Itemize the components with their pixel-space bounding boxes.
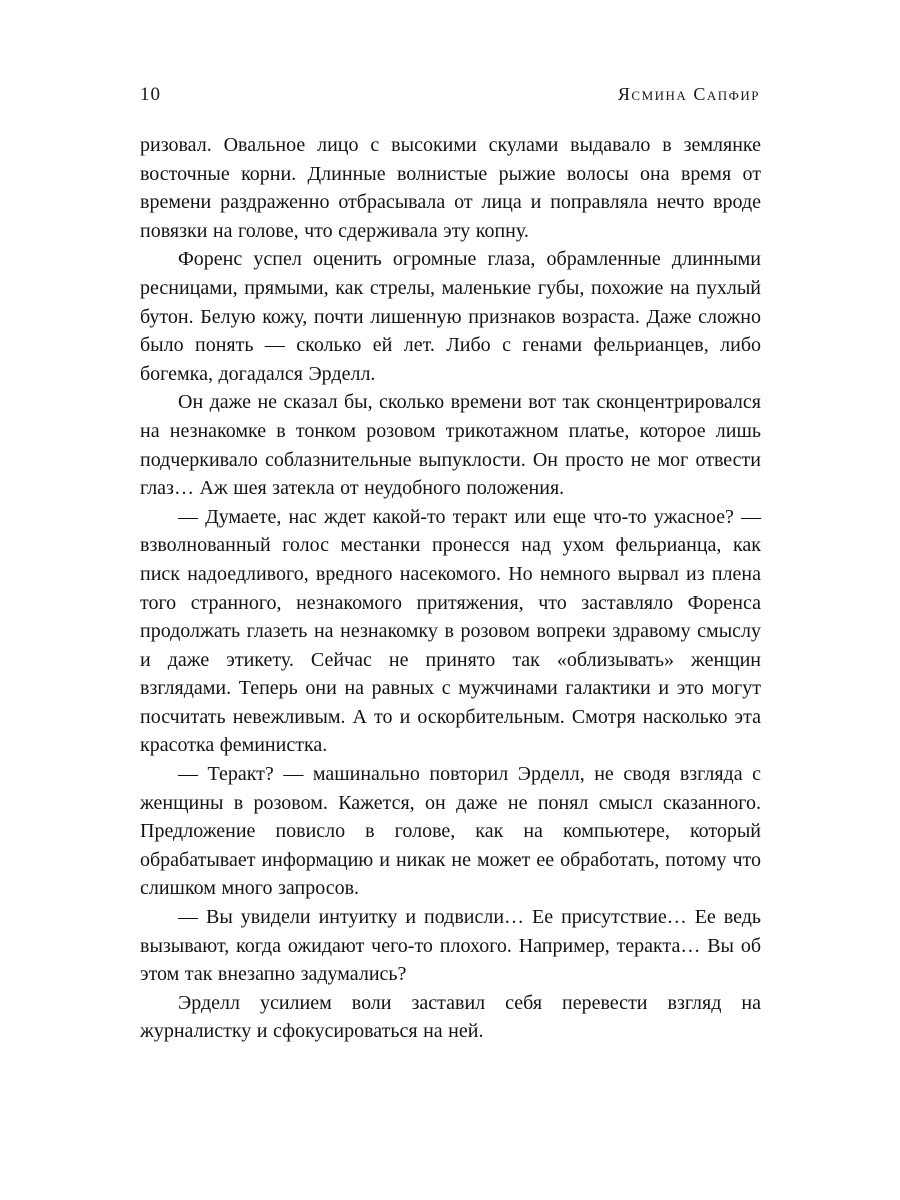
body-text: [140, 131, 761, 1046]
paragraph: Форенс успел оценить огромные глаза, обрамленные длинными ресницами, прямыми, как стрелы, маленькие губы, похожие на пухлый бутон. Белую кожу, почти лишенную признаков возраста. Даже сложно было понять — сколько ей лет. Либо с генами фельрианцев, либо богемка, догадался Эрделл.: [140, 248, 761, 385]
paragraph: — Думаете, нас ждет какой-то теракт или еще что-то ужасное? — взволнованный голос местанки пронесся над ухом фельрианца, как писк надоедливого, вредного насекомого. Но немного вырвал из плена того странного, незнакомого притяжения, что заставляло Форенса продолжать глазеть на незнакомку в розовом вопреки здравому смыслу и даже этикету. Сейчас не принято так «облизывать» женщин взглядами. Теперь они на равных с мужчинами галактики и это могут посчитать невежливым. А то и оскорбительным. Смотря насколько эта красотка феминистка.: [140, 505, 761, 757]
paragraph: ризовал. Овальное лицо с высокими скулами выдавало в землянке восточные корни. Длинные волнистые рыжие волосы она время от времени раздраженно отбрасывала от лица и поправляла нечто вроде повязки на голове, что сдерживала эту копну.: [140, 134, 761, 242]
page-header: [140, 84, 760, 106]
paragraph: — Вы увидели интуитку и подвисли… Ее присутствие… Ее ведь вызывают, когда ожидают чего-то плохого. Например, теракта… Вы об этом так внезапно задумались?: [140, 906, 761, 986]
paragraph: Эрделл усилием воли заставил себя перевести взгляд на журналистку и сфокусироваться на ней.: [140, 991, 761, 1043]
paragraph: — Теракт? — машинально повторил Эрделл, не сводя взгляда с женщины в розовом. Кажется, он даже не понял смысл сказанного. Предложение повисло в голове, как на компьютере, который обрабатывает информацию и никак не может ее обработать, потому что слишком много запросов.: [140, 763, 761, 900]
paragraph: Он даже не сказал бы, сколько времени вот так сконцентрировался на незнакомке в тонком розовом трикотажном платье, которое лишь подчеркивало соблазнительные выпуклости. Он просто не мог отвести глаз… Аж шея затекла от неудобного положения.: [140, 391, 761, 500]
page-number: 10: [140, 84, 161, 105]
running-head-author: Ясмина Сапфир: [617, 84, 760, 104]
